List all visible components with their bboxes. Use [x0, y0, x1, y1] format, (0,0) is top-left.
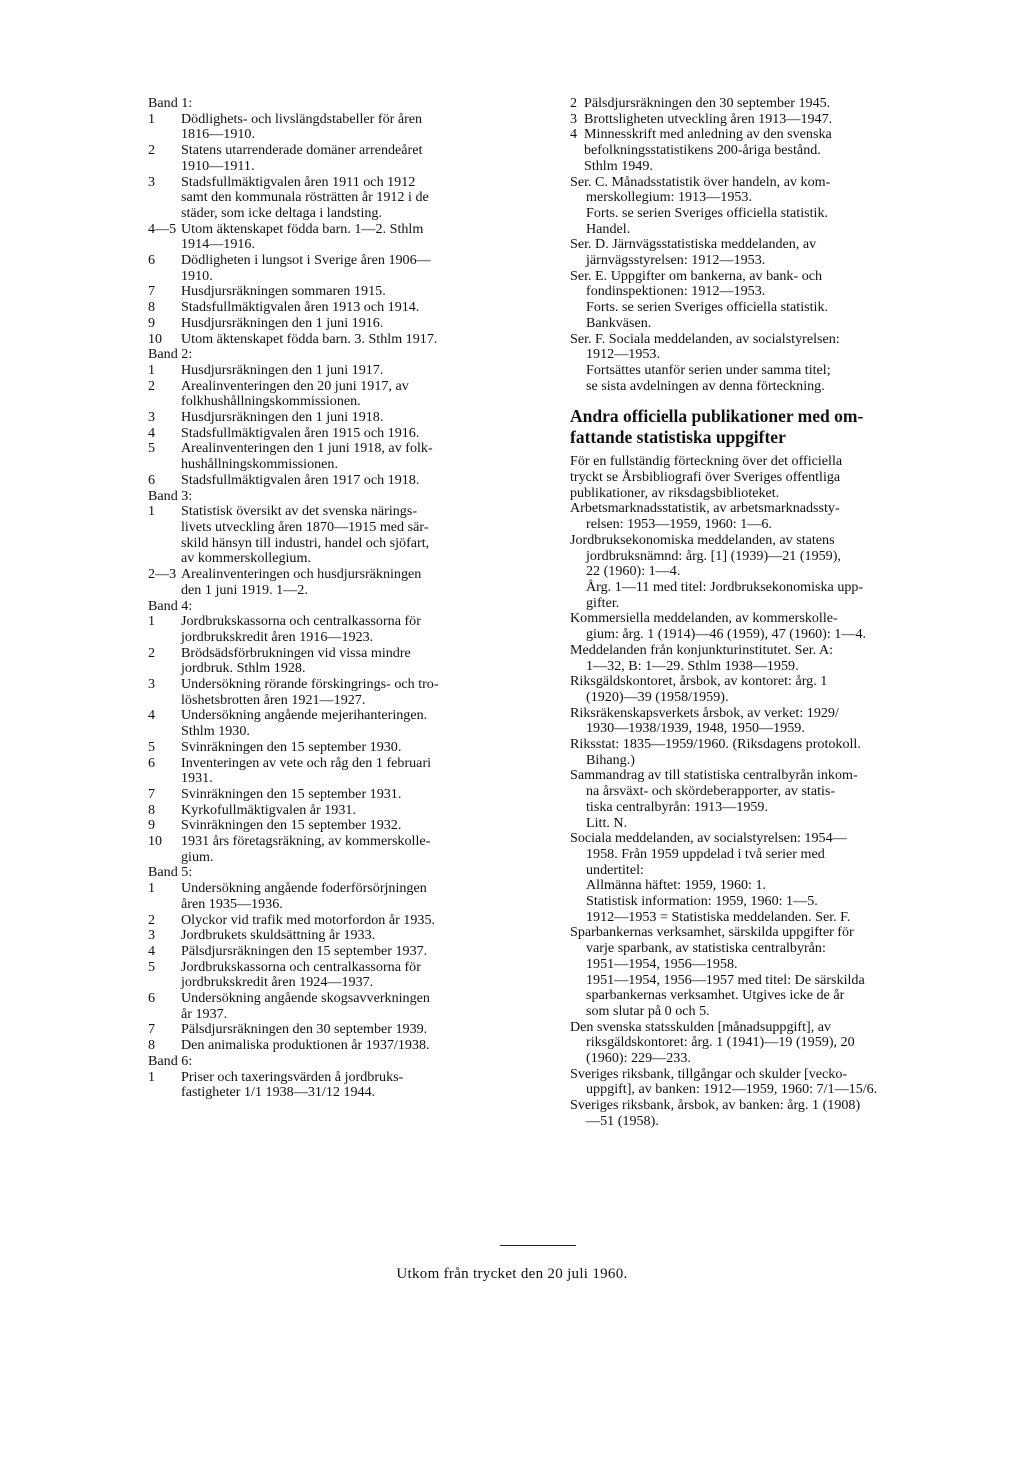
item-text: Stadsfullmäktigvalen åren 1913 och 1914.: [181, 299, 420, 316]
item-text: löshetsbrotten åren 1921—1927.: [181, 691, 366, 708]
item-text: livets utveckling åren 1870—1915 med sär-: [181, 518, 429, 535]
item-text: Undersökning angående mejerihanteringen.: [181, 707, 428, 724]
item-text: Inventeringen av vete och råg den 1 februari: [181, 754, 432, 771]
series-entry: [570, 332, 962, 395]
list-item: [148, 818, 538, 834]
item-number: 3: [570, 110, 578, 127]
publication-text: som slutar på 0 och 5.: [586, 1002, 710, 1019]
item-number: 4: [148, 424, 156, 441]
item-text: fastigheter 1/1 1938—31/12 1944.: [181, 1084, 376, 1101]
publication-text: 1951—1954, 1956—1958.: [586, 955, 738, 972]
item-text: Undersökning angående foderförsörjningen: [181, 880, 427, 897]
publication-list: [570, 501, 962, 1129]
list-item: [148, 143, 538, 174]
band-heading: Band 2:: [148, 346, 193, 363]
item-continuation: den 1 juni 1919. 1—2.: [181, 581, 308, 598]
item-number: 1: [148, 361, 156, 378]
list-item: [148, 944, 538, 960]
intro-text: publikationer, av riksdagsbiblioteket.: [570, 484, 780, 501]
list-item: [148, 332, 538, 348]
right-top-entries: [570, 96, 962, 175]
list-item: [148, 426, 538, 442]
list-item: [148, 316, 538, 332]
publication-text: varje sparbank, av statistiska centralbyrån:: [586, 940, 826, 957]
series-entry: [570, 269, 962, 332]
item-number: 2: [570, 95, 578, 111]
list-item: [148, 756, 538, 787]
list-item: [148, 1038, 538, 1054]
item-text: jordbrukskredit åren 1916—1923.: [181, 628, 374, 645]
item-text: Utom äktenskapet födda barn. 3. Sthlm 1917.: [181, 330, 438, 347]
item-text: av kommerskollegium.: [181, 550, 311, 567]
publication-text: —51 (1958).: [586, 1112, 659, 1129]
item-number: 5: [148, 958, 156, 975]
publication-text: Den svenska statsskulden [månadsuppgift], av: [570, 1018, 832, 1035]
publication-text: gium: årg. 1 (1914)—46 (1959), 47 (1960): 1—4.: [586, 626, 867, 643]
series-text: fondinspektionen: 1912—1953.: [586, 283, 766, 300]
footer-note: Utkom från trycket den 20 juli 1960.: [396, 1266, 628, 1282]
series-text: Ser. F. Sociala meddelanden, av socialstyrelsen:: [570, 330, 840, 347]
item-text: 1931 års företagsräkning, av kommerskolle-: [181, 833, 431, 850]
list-item: [148, 708, 538, 739]
item-text: Husdjursräkningen den 1 juni 1916.: [181, 314, 384, 331]
series-text: Ser. D. Järnvägsstatistiska meddelanden, av: [570, 236, 817, 253]
series-text: Ser. E. Uppgifter om bankerna, av bank- och: [570, 267, 823, 284]
publication-entry: [570, 1098, 962, 1129]
publication-text: tiska centralbyrån: 1913—1959.: [586, 798, 769, 815]
item-text: Pälsdjursräkningen den 30 september 1939.: [181, 1021, 428, 1038]
item-text: skild hänsyn till industri, handel och sjöfart,: [181, 534, 430, 551]
list-item: [148, 1022, 538, 1038]
item-number: 7: [148, 1021, 156, 1038]
list-item: [148, 300, 538, 316]
publication-text: jordbruksnämnd: årg. [1] (1939)—21 (1959),: [586, 547, 841, 564]
publication-text: Meddelanden från konjunkturinstitutet. Ser. A:: [570, 641, 834, 658]
band-heading: Band 3:: [148, 487, 193, 504]
item-number: 8: [148, 1037, 156, 1054]
intro-text: För en fullständig förteckning över det officiella: [570, 453, 843, 470]
list-item: [570, 96, 962, 112]
list-item: [148, 363, 538, 379]
list-item: [148, 473, 538, 489]
publication-text: riksgäldskontoret: årg. 1 (1941)—19 (1959), 20: [586, 1034, 855, 1051]
item-number: 8: [148, 801, 156, 818]
item-number: 2: [148, 377, 156, 394]
right-column: [570, 96, 962, 1130]
publication-entry: [570, 831, 962, 925]
item-text: Statens utarrenderade domäner arrendeåret: [181, 142, 423, 159]
list-item: [148, 834, 538, 865]
band-heading: Band 6:: [148, 1052, 193, 1069]
publication-text: Sparbankernas verksamhet, särskilda uppgifter för: [570, 924, 854, 941]
publication-text: (1920)—39 (1958/1959).: [586, 688, 729, 705]
item-continuation: 1914—1916.: [181, 236, 255, 253]
item-text: Husdjursräkningen den 1 juni 1917.: [181, 361, 384, 378]
item-number: 5: [148, 738, 156, 755]
publication-entry: [570, 706, 962, 737]
list-item: [148, 928, 538, 944]
item-number: 9: [148, 817, 156, 834]
item-text: 1910.: [181, 267, 213, 284]
item-text: Dödligheten i lungsot i Sverige åren 1906—: [181, 252, 431, 269]
publication-text: Riksstat: 1835—1959/1960. (Riksdagens protokoll.: [570, 736, 861, 753]
item-number: 3: [148, 927, 156, 944]
series-text: 1912—1953.: [586, 346, 660, 363]
item-number: 6: [148, 471, 156, 488]
item-text: Undersökning rörande förskingrings- och tro-: [181, 676, 439, 693]
section-title-line: fattande statistiska uppgifter: [570, 427, 786, 448]
item-text: Sthlm 1930.: [181, 723, 250, 740]
series-entry: [570, 237, 962, 268]
list-item: [148, 567, 538, 583]
item-number: 4: [148, 942, 156, 959]
publication-entry: [570, 1020, 962, 1067]
item-text: Husdjursräkningen sommaren 1915.: [181, 283, 386, 300]
item-number: 4: [148, 707, 156, 724]
list-item: [148, 787, 538, 803]
item-number: 2: [148, 644, 156, 661]
publication-entry: [570, 611, 962, 642]
publication-text: Allmänna häftet: 1959, 1960: 1.: [586, 877, 767, 894]
item-number: 7: [148, 283, 156, 300]
item-number: 4—5: [148, 220, 177, 237]
band-heading: Band 5:: [148, 864, 193, 881]
publication-entry: [570, 674, 962, 705]
item-number: 1: [148, 1068, 156, 1085]
item-text: Priser och taxeringsvärden å jordbruks-: [181, 1068, 404, 1085]
item-number: 1: [148, 110, 156, 127]
item-number: 6: [148, 754, 156, 771]
list-item: [148, 991, 538, 1022]
item-text: Arealinventeringen den 20 juni 1917, av: [181, 377, 409, 394]
publication-entry: [570, 533, 962, 612]
item-number: 1: [148, 503, 156, 520]
left-column: [148, 96, 538, 1101]
publication-text: Statistisk information: 1959, 1960: 1—5.: [586, 893, 818, 910]
item-text: Pälsdjursräkningen den 15 september 1937.: [181, 942, 428, 959]
item-number: 2: [148, 142, 156, 159]
publication-text: Litt. N.: [586, 814, 628, 831]
item-text: Svinräkningen den 15 september 1930.: [181, 738, 402, 755]
item-text: Pälsdjursräkningen den 30 september 1945.: [584, 95, 831, 111]
series-text: Bankväsen.: [586, 314, 652, 331]
item-text: åren 1935—1936.: [181, 895, 283, 912]
band-heading: Band 4:: [148, 597, 193, 614]
item-text: Brödsädsförbrukningen vid vissa mindre: [181, 644, 411, 661]
publication-text: 1951—1954, 1956—1957 med titel: De särskilda: [586, 971, 865, 988]
list-item: [148, 881, 538, 912]
section-title-line: Andra officiella publikationer med om-: [570, 406, 864, 427]
item-text: 1931.: [181, 770, 213, 787]
item-number: 6: [148, 252, 156, 269]
item-text: Svinräkningen den 15 september 1931.: [181, 785, 402, 802]
list-item: [148, 379, 538, 410]
list-item: [148, 960, 538, 991]
series-list: [570, 175, 962, 395]
publication-text: 1912—1953 = Statistiska meddelanden. Ser. F.: [586, 908, 851, 925]
publication-text: Arbetsmarknadsstatistik, av arbetsmarknadssty-: [570, 500, 840, 517]
series-text: Forts. se serien Sveriges officiella statistik.: [586, 204, 829, 221]
item-text: Dödlighets- och livslängdstabeller för åren: [181, 110, 423, 127]
list-item: [148, 284, 538, 300]
item-text: folkhushållningskommissionen.: [181, 393, 361, 410]
series-text: järnvägsstyrelsen: 1912—1953.: [586, 252, 766, 269]
publication-text: Kommersiella meddelanden, av kommerskolle-: [570, 610, 838, 627]
publication-text: Sociala meddelanden, av socialstyrelsen: 1954—: [570, 830, 847, 847]
publication-text: 1930—1938/1939, 1948, 1950—1959.: [586, 720, 805, 737]
item-text: städer, som icke deltaga i landsting.: [181, 204, 383, 221]
intro-text: tryckt se Årsbibliografi över Sveriges offentliga: [570, 469, 841, 486]
list-item: [148, 677, 538, 708]
list-item: [148, 441, 538, 472]
publication-text: undertitel:: [586, 861, 644, 878]
publication-text: Sammandrag av till statistiska centralbyrån inkom-: [570, 767, 858, 784]
item-text: Utom äktenskapet födda barn. 1—2. Sthlm: [181, 220, 424, 237]
item-text: Sthlm 1949.: [584, 157, 653, 174]
publication-text: 1—32, B: 1—29. Sthlm 1938—1959.: [586, 657, 799, 674]
item-text: Arealinventeringen den 1 juni 1918, av folk-: [181, 440, 433, 457]
item-text: Stadsfullmäktigvalen åren 1911 och 1912: [181, 173, 416, 190]
list-item: [148, 646, 538, 677]
item-text: Undersökning angående skogsavverkningen: [181, 990, 430, 1007]
list-item: [148, 614, 538, 645]
item-text: 1910—1911.: [181, 157, 255, 174]
publication-text: Riksräkenskapsverkets årsbok, av verket: 1929/: [570, 704, 839, 721]
publication-text: gifter.: [586, 594, 620, 611]
publication-text: 22 (1960): 1—4.: [586, 563, 681, 580]
band-heading: Band 1:: [148, 95, 193, 111]
list-item: [148, 913, 538, 929]
publication-text: Årg. 1—11 med titel: Jordbruksekonomiska upp-: [586, 578, 864, 595]
publication-text: Bihang.): [586, 751, 635, 768]
list-item: [148, 112, 538, 143]
publication-text: Sveriges riksbank, årsbok, av banken: årg. 1 (1908): [570, 1097, 861, 1114]
item-number: 1: [148, 880, 156, 897]
publication-text: 1958. Från 1959 uppdelad i två serier med: [586, 845, 825, 862]
list-item: [148, 410, 538, 426]
publication-text: Sveriges riksbank, tillgångar och skulder [vecko-: [570, 1065, 848, 1082]
item-text: hushållningskommissionen.: [181, 456, 338, 473]
item-text: Den animaliska produktionen år 1937/1938.: [181, 1037, 430, 1054]
item-text: Kyrkofullmäktigvalen år 1931.: [181, 801, 356, 818]
item-number: 4: [570, 126, 578, 143]
series-entry: [570, 175, 962, 238]
item-number: 2—3: [148, 566, 177, 583]
item-number: 3: [148, 409, 156, 426]
item-text: Jordbrukskassorna och centralkassorna för: [181, 958, 421, 975]
item-text: gium.: [181, 848, 214, 865]
publication-entry: [570, 1067, 962, 1098]
section-title: [570, 406, 962, 448]
divider-rule: [500, 1245, 576, 1246]
item-text: Stadsfullmäktigvalen åren 1917 och 1918.: [181, 471, 420, 488]
item-text: Statistisk översikt av det svenska närings-: [181, 503, 418, 520]
publication-text: sparbankernas verksamhet. Utgives icke de år: [586, 987, 845, 1004]
item-number: 3: [148, 173, 156, 190]
item-number: 10: [148, 330, 163, 347]
item-number: 1: [148, 613, 156, 630]
series-text: Forts. se serien Sveriges officiella statistik.: [586, 299, 829, 316]
item-text: 1816—1910.: [181, 126, 255, 143]
item-text: samt den kommunala rösträtten år 1912 i de: [181, 189, 429, 206]
publication-entry: [570, 925, 962, 1019]
publication-entry: [570, 643, 962, 674]
list-item: [148, 740, 538, 756]
item-number: 7: [148, 785, 156, 802]
item-number: 2: [148, 911, 156, 928]
publication-text: relsen: 1953—1959, 1960: 1—6.: [586, 516, 772, 533]
item-text: Stadsfullmäktigvalen åren 1915 och 1916.: [181, 424, 420, 441]
list-item: [570, 127, 962, 174]
item-text: Brottsligheten utveckling åren 1913—1947.: [584, 110, 833, 127]
list-item: [148, 253, 538, 284]
item-text: Jordbrukets skuldsättning år 1933.: [181, 927, 376, 944]
publication-text: Riksgäldskontoret, årsbok, av kontoret: årg. 1: [570, 673, 828, 690]
item-number: 5: [148, 440, 156, 457]
item-number: 3: [148, 676, 156, 693]
list-item: [148, 803, 538, 819]
list-item: [148, 222, 538, 238]
series-text: Ser. C. Månadsstatistik över handeln, av kom-: [570, 173, 831, 190]
series-text: merskollegium: 1913—1953.: [586, 189, 752, 206]
publication-entry: [570, 501, 962, 532]
publication-entry: [570, 768, 962, 831]
list-item: [148, 1070, 538, 1101]
item-text: Svinräkningen den 15 september 1932.: [181, 817, 402, 834]
item-number: 10: [148, 833, 163, 850]
series-text: Fortsättes utanför serien under samma titel;: [586, 361, 831, 378]
item-text: jordbruk. Sthlm 1928.: [181, 660, 306, 677]
item-number: 9: [148, 314, 156, 331]
item-text: Minnesskrift med anledning av den svenska: [584, 126, 832, 143]
list-item: [570, 112, 962, 128]
publication-text: Jordbruksekonomiska meddelanden, av statens: [570, 531, 835, 548]
item-number: 6: [148, 990, 156, 1007]
publication-entry: [570, 737, 962, 768]
publication-text: na årsväxt- och skördeberapporter, av statis-: [586, 783, 836, 800]
series-text: Handel.: [586, 220, 631, 237]
item-number: 8: [148, 299, 156, 316]
intro-paragraph: [570, 454, 962, 501]
list-item: [148, 504, 538, 567]
item-text: Olyckor vid trafik med motorfordon år 1935.: [181, 911, 436, 928]
item-text: Husdjursräkningen den 1 juni 1918.: [181, 409, 384, 426]
publication-text: (1960): 229—233.: [586, 1050, 691, 1067]
list-item: [148, 175, 538, 222]
publication-text: uppgift], av banken: 1912—1959, 1960: 7/1—15/6.: [586, 1081, 878, 1098]
series-text: se sista avdelningen av denna förteckning.: [586, 377, 825, 394]
item-text: Jordbrukskassorna och centralkassorna för: [181, 613, 421, 630]
item-text: befolkningsstatistikens 200-åriga bestånd.: [584, 142, 821, 159]
item-text: år 1937.: [181, 1005, 228, 1022]
item-text: jordbrukskredit åren 1924—1937.: [181, 974, 374, 991]
item-text: Arealinventeringen och husdjursräkningen: [181, 566, 422, 583]
